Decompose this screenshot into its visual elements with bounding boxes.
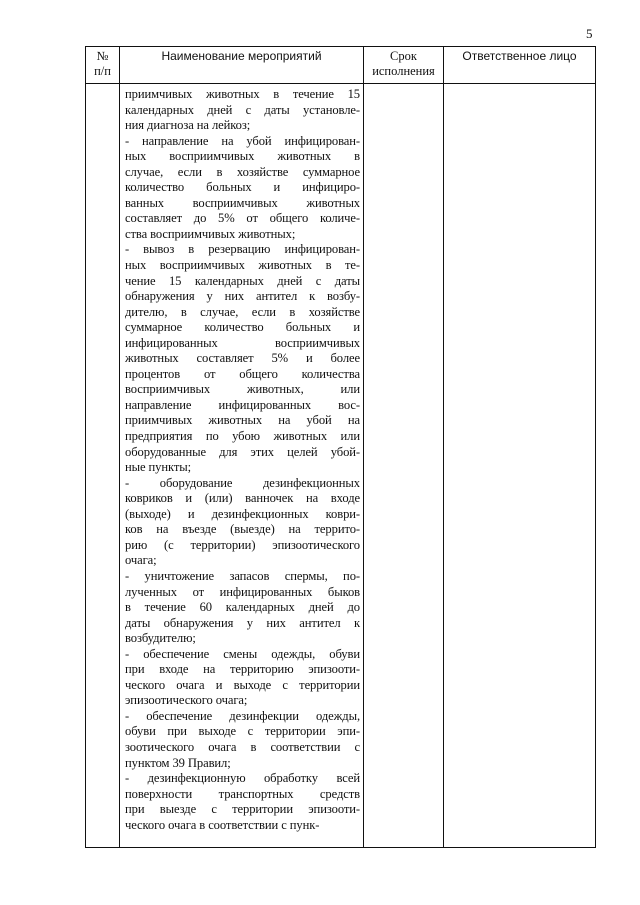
number-cell [86,84,120,848]
measure-line: ванных восприимчивых животных [125,195,360,210]
table-row [86,84,596,848]
measure-cell [120,84,364,848]
measure-line: - обеспечение смены одежды, обуви [125,646,360,661]
header-deadline-line-1: Срок [390,49,417,63]
measure-line: - обеспечение дезинфекции одежды, [125,708,360,723]
measure-line: календарных дней с даты установле- [125,102,360,117]
measure-line: - дезинфекционную обработку всей [125,771,360,786]
measure-line: ния диагноза на лейкоз; [125,118,251,133]
measure-line: лученных от инфицированных быков [125,584,360,599]
measure-line: ных восприимчивых животных в [125,149,360,164]
measure-line: составляет до 5% от общего количе- [125,211,360,226]
measure-line: суммарное количество больных и [125,320,360,335]
measure-line: при входе на территорию эпизооти- [125,662,360,677]
measure-line: чение 15 календарных дней с даты [125,273,360,288]
header-number-line-2: п/п [94,64,111,78]
measure-line: оборудованные для этих целей убой- [125,444,360,459]
measure-line: направление инфицированных вос- [125,397,360,412]
header-deadline [364,47,444,84]
measure-line: - оборудование дезинфекционных [125,475,360,490]
measure-line: в течение 60 календарных дней до [125,600,360,615]
measure-line: поверхности транспортных средств [125,786,360,801]
measure-line: процентов от общего количества [125,366,360,381]
responsible-cell [444,84,596,848]
measure-line: (выходе) и дезинфекционных коври- [125,506,360,521]
measure-line: пунктом 39 Правил; [125,755,231,770]
measure-line: ства восприимчивых животных; [125,226,296,241]
measure-line: очага; [125,553,157,568]
header-responsible: Ответственное лицо [444,47,596,84]
measure-line: рию (с территории) эпизоотического [125,537,360,552]
header-number-line-1: № [96,49,109,63]
measure-line: - вывоз в резервацию инфицирован- [125,242,360,257]
measure-line: обуви при выходе с территории эпи- [125,724,360,739]
measure-line: количество больных и инфициро- [125,180,360,195]
header-deadline-line-2: исполнения [372,64,435,78]
measure-line: приимчивых животных в течение 15 [125,87,360,101]
measure-line: возбудителю; [125,631,196,646]
measure-line: при выезде с территории эпизооти- [125,802,360,817]
measure-line: ков на въезде (выезде) на террито- [125,522,360,537]
measure-line: ческого очага в соответствии с пунк- [125,817,320,832]
measure-line: обнаружения у них антител к возбу- [125,289,360,304]
table-header-row [86,47,596,84]
deadline-cell [364,84,444,848]
page-number: 5 [586,26,593,41]
measure-line: эпизоотического очага; [125,693,248,708]
measure-line: животных составляет 5% и более [125,351,360,366]
measure-line: ческого очага и выходе с территории [125,677,360,692]
measure-line: - направление на убой инфицирован- [125,133,360,148]
measure-line: случае, если в хозяйстве суммарное [125,164,360,179]
measure-line: зоотического очага в соответствии с [125,739,360,754]
measures-table [85,46,596,848]
measure-line: даты обнаружения у них антител к [125,615,360,630]
measure-line: ных восприимчивых животных в те- [125,258,360,273]
measure-line: дителю, в случае, если в хозяйстве [125,304,360,319]
measure-line: ковриков и (или) ванночек на входе [125,491,360,506]
measure-line: инфицированных восприимчивых [125,335,360,350]
measure-line: предприятия по убою животных или [125,429,360,444]
measure-line: восприимчивых животных, или [125,382,360,397]
measure-line: приимчивых животных на убой на [125,413,360,428]
header-measure: Наименование мероприятий [120,47,364,84]
measure-line: ные пункты; [125,460,192,475]
header-number [86,47,120,84]
measure-line: - уничтожение запасов спермы, по- [125,568,360,583]
